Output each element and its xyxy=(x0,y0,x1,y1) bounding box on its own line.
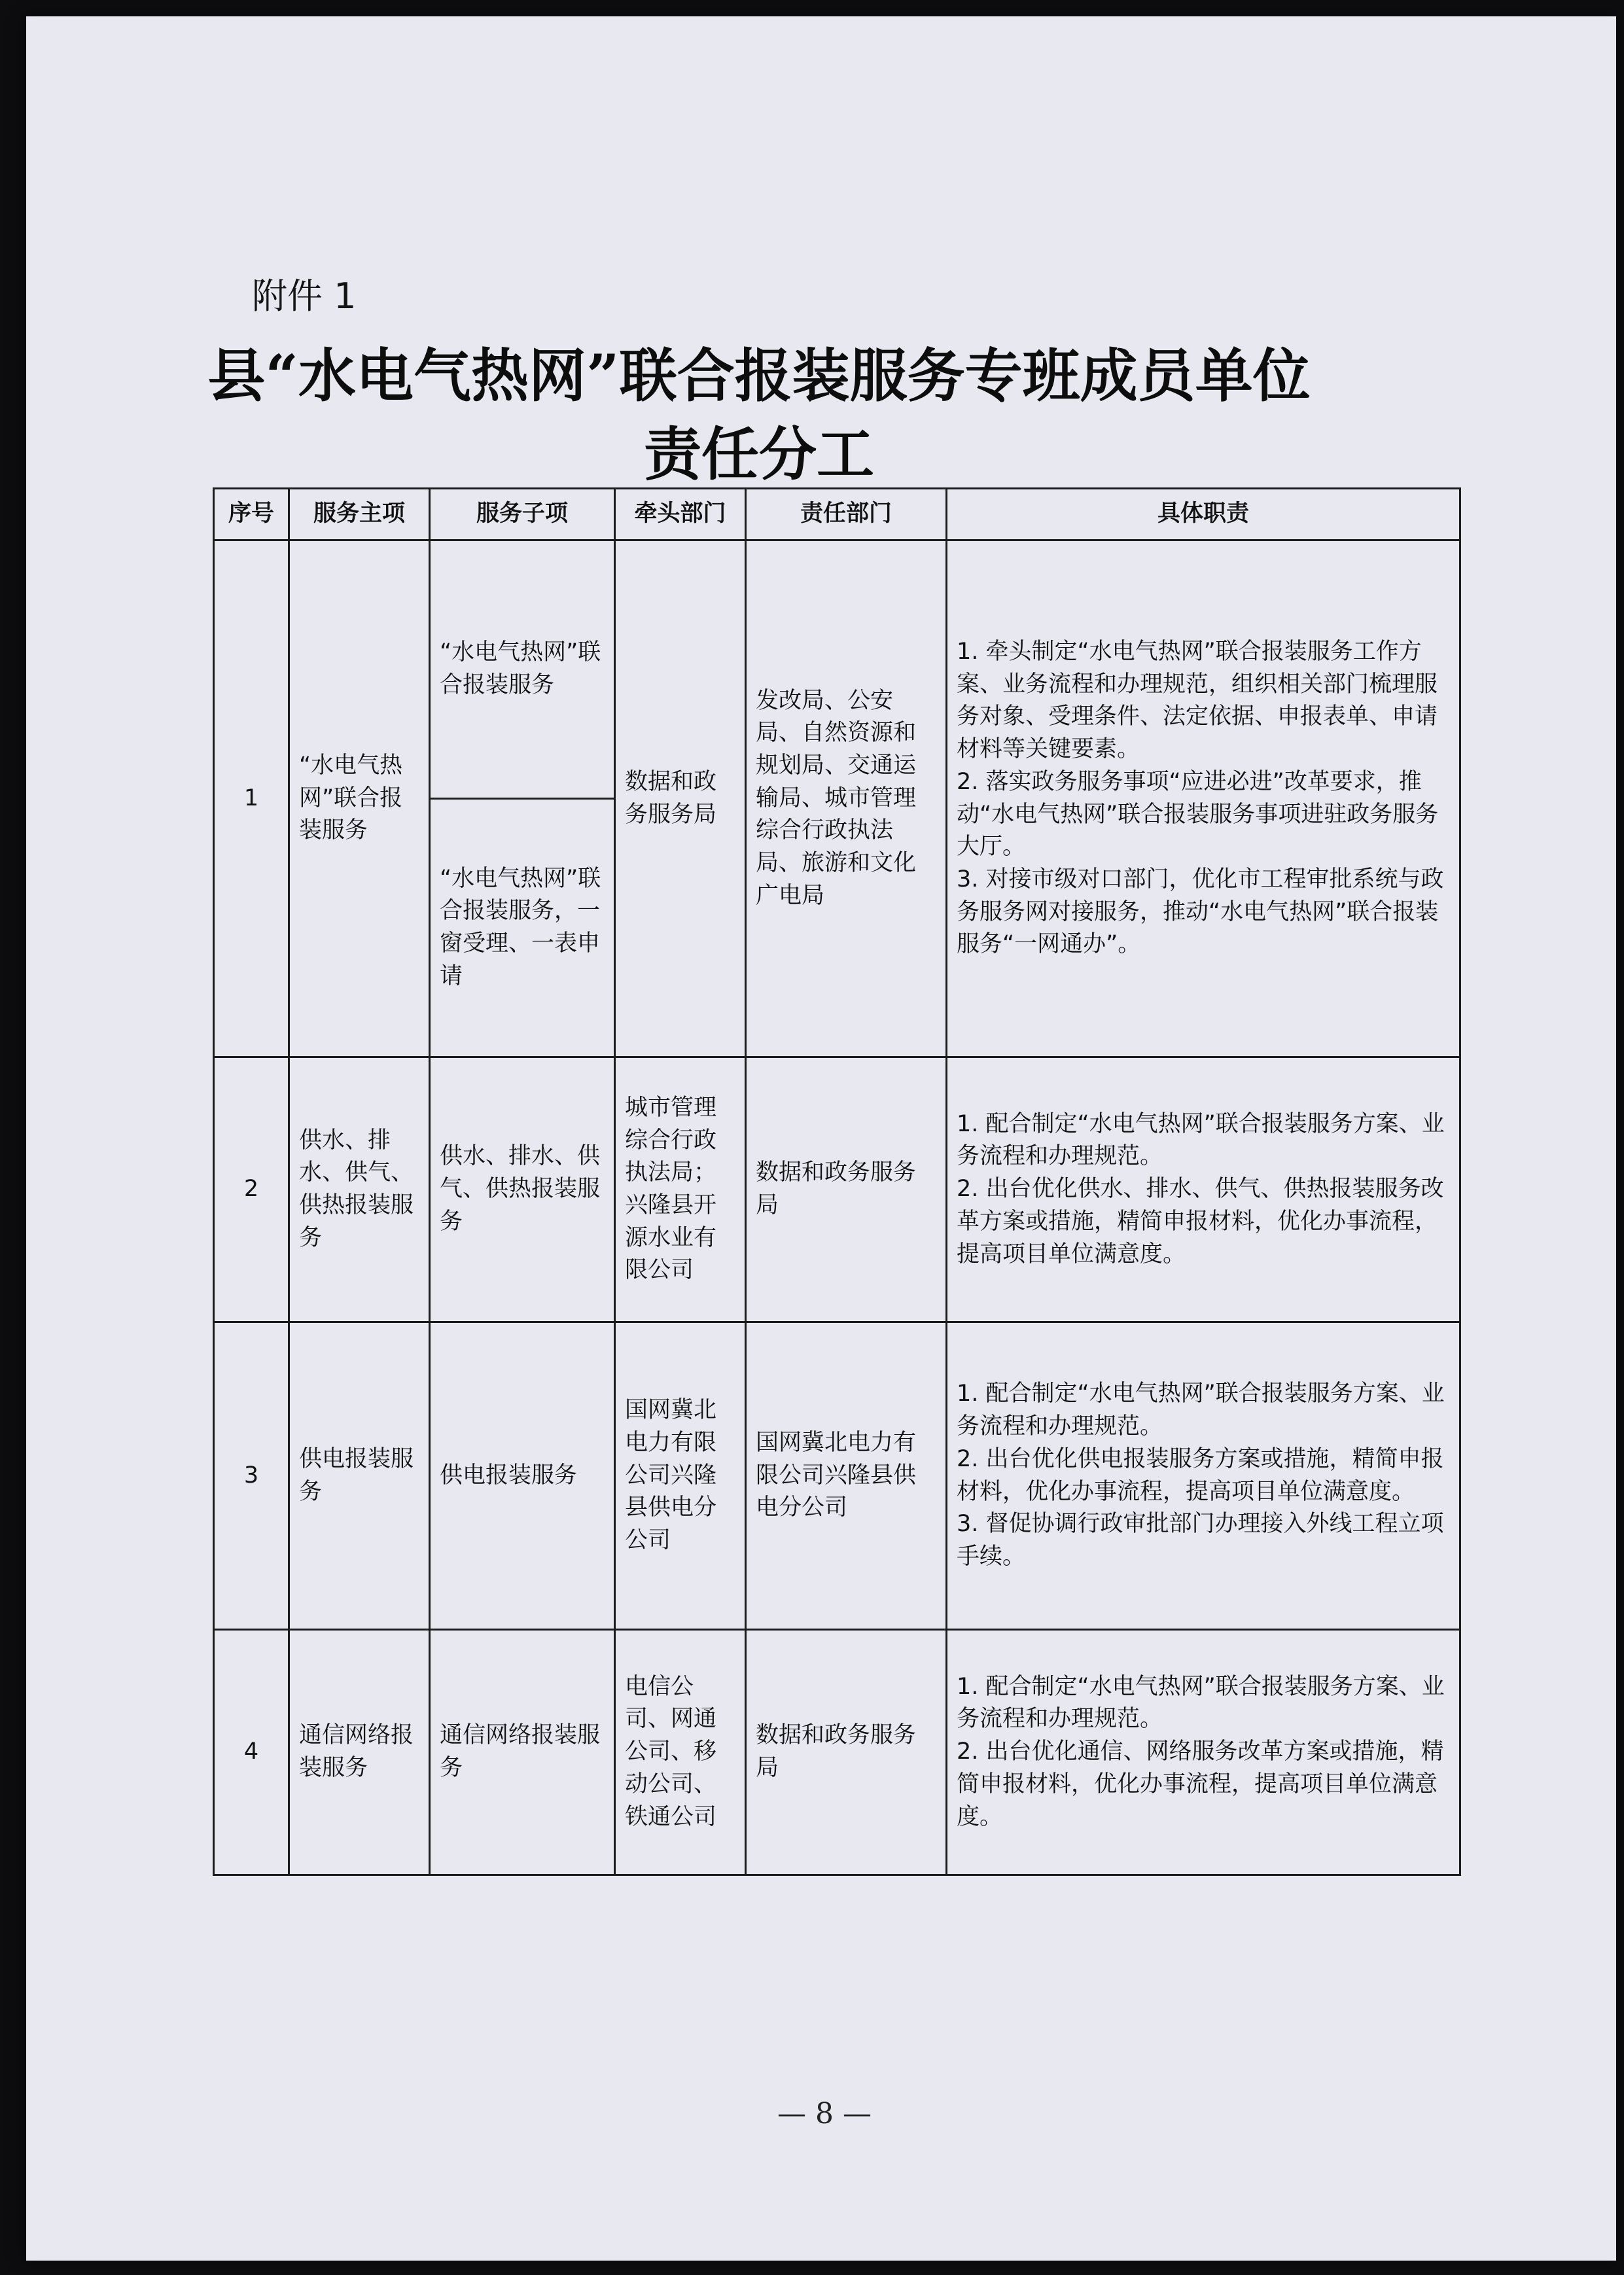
duty-item: 3. 督促协调行政审批部门办理接入外线工程立项手续。 xyxy=(957,1511,1444,1570)
cell-lead-dept: 电信公司、网通公司、移动公司、铁通公司 xyxy=(615,1630,746,1875)
cell-resp-dept: 数据和政务服务局 xyxy=(746,1057,947,1322)
duty-item: 1. 配合制定“水电气热网”联合报装服务方案、业务流程和办理规范。 xyxy=(957,1110,1445,1170)
cell-no: 3 xyxy=(214,1322,289,1630)
cell-lead-dept: 国网冀北电力有限公司兴隆县供电分公司 xyxy=(615,1322,746,1630)
duty-item: 3. 对接市级对口部门，优化市工程审批系统与政务服务网对接服务，推动“水电气热网”联合报装服务“一网通办”。 xyxy=(957,866,1444,958)
duty-item: 2. 出台优化供水、排水、供气、供热报装服务改革方案或措施，精简申报材料，优化办事流程，提高项目单位满意度。 xyxy=(957,1176,1444,1267)
duty-item: 2. 落实政务服务事项“应进必进”改革要求，推动“水电气热网”联合报装服务事项进驻政务服务大厅。 xyxy=(957,768,1439,860)
cell-sub-item: 供电报装服务 xyxy=(430,1322,615,1630)
table-row xyxy=(214,540,1460,799)
cell-lead-dept: 数据和政务服务局 xyxy=(615,540,746,1057)
table-header-row xyxy=(214,489,1460,540)
document-title-line2: 责任分工 xyxy=(643,420,874,488)
cell-main-item: 通信网络报装服务 xyxy=(289,1630,430,1875)
cell-no: 1 xyxy=(214,540,289,1057)
table-row xyxy=(214,1322,1460,1630)
document-title-line1: 县“水电气热网”联合报装服务专班成员单位 xyxy=(207,342,1311,410)
cell-no: 2 xyxy=(214,1057,289,1322)
cell-resp-dept: 数据和政务服务局 xyxy=(746,1630,947,1875)
attachment-label: 附件 1 xyxy=(252,275,357,317)
cell-main-item: 供电报装服务 xyxy=(289,1322,430,1630)
header-sub-item: 服务子项 xyxy=(430,489,615,540)
document-page xyxy=(26,16,1616,2261)
cell-duties xyxy=(947,1057,1460,1322)
page-number: — 8 — xyxy=(777,2097,872,2130)
cell-duties xyxy=(947,1322,1460,1630)
responsibility-table xyxy=(213,487,1461,1876)
duty-item: 1. 配合制定“水电气热网”联合报装服务方案、业务流程和办理规范。 xyxy=(957,1381,1445,1440)
cell-duties xyxy=(947,540,1460,1057)
cell-resp-dept: 发改局、公安局、自然资源和规划局、交通运输局、城市管理综合行政执法局、旅游和文化广电局 xyxy=(746,540,947,1057)
cell-main-item: 供水、排水、供气、供热报装服务 xyxy=(289,1057,430,1322)
duty-item: 2. 出台优化供电报装服务方案或措施，精简申报材料，优化办事流程，提高项目单位满意度。 xyxy=(957,1445,1444,1505)
header-no: 序号 xyxy=(214,489,289,540)
cell-sub-item: “水电气热网”联合报装服务 xyxy=(430,540,615,799)
cell-sub-item: 供水、排水、供气、供热报装服务 xyxy=(430,1057,615,1322)
cell-sub-item: 通信网络报装服务 xyxy=(430,1630,615,1875)
duty-item: 1. 牵头制定“水电气热网”联合报装服务工作方案、业务流程和办理规范，组织相关部门梳理服务对象、受理条件、法定依据、申报表单、申请材料等关键要素。 xyxy=(957,639,1438,763)
cell-duties xyxy=(947,1630,1460,1875)
cell-resp-dept: 国网冀北电力有限公司兴隆县供电分公司 xyxy=(746,1322,947,1630)
duty-item: 2. 出台优化通信、网络服务改革方案或措施，精简申报材料，优化办事流程，提高项目单位满意度。 xyxy=(957,1738,1444,1830)
header-duties: 具体职责 xyxy=(947,489,1460,540)
cell-sub-item: “水电气热网”联合报装服务，一窗受理、一表申请 xyxy=(430,799,615,1057)
header-main-item: 服务主项 xyxy=(289,489,430,540)
table-row xyxy=(214,1630,1460,1875)
cell-no: 4 xyxy=(214,1630,289,1875)
duty-item: 1. 配合制定“水电气热网”联合报装服务方案、业务流程和办理规范。 xyxy=(957,1673,1445,1733)
cell-lead-dept: 城市管理综合行政执法局；兴隆县开源水业有限公司 xyxy=(615,1057,746,1322)
table-row xyxy=(214,1057,1460,1322)
cell-main-item: “水电气热网”联合报装服务 xyxy=(289,540,430,1057)
header-lead-dept: 牵头部门 xyxy=(615,489,746,540)
header-resp-dept: 责任部门 xyxy=(746,489,947,540)
